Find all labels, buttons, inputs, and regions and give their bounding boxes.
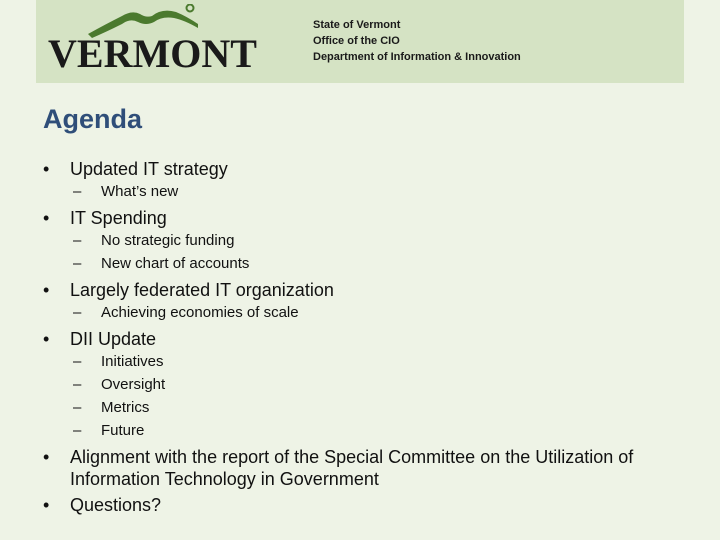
dash-icon: – — [73, 255, 82, 272]
sub-item-text: Future — [101, 422, 145, 439]
dash-icon: – — [73, 376, 82, 393]
dash-icon: – — [73, 422, 82, 439]
agenda-item — [43, 494, 683, 516]
sub-item-text: Oversight — [101, 376, 166, 393]
agenda-item — [43, 279, 683, 324]
sub-item-text: What’s new — [101, 183, 179, 200]
agenda-item-text: Largely federated IT organization — [70, 280, 334, 300]
agenda-item — [43, 158, 683, 203]
sub-list — [70, 180, 683, 203]
header-band — [36, 0, 684, 83]
org-line-cio: Office of the CIO — [313, 35, 400, 47]
agenda-item-text: Alignment with the report of the Special Committee on the Utilization of Information Technology in Government — [70, 447, 634, 489]
agenda-item — [43, 446, 683, 490]
dash-icon: – — [73, 399, 82, 416]
sub-item — [70, 396, 683, 419]
org-line-department: Department of Information & Innovation — [313, 51, 521, 63]
agenda-item-text: Updated IT strategy — [70, 159, 228, 179]
sub-item-text: Achieving economies of scale — [101, 304, 299, 321]
bullet-icon: • — [43, 280, 50, 300]
sub-list — [70, 301, 683, 324]
bullet-icon: • — [43, 329, 50, 349]
sub-item — [70, 229, 683, 252]
dash-icon: – — [73, 304, 82, 321]
bullet-icon: • — [43, 208, 50, 228]
dash-icon: – — [73, 232, 82, 249]
sub-item-text: New chart of accounts — [101, 255, 250, 272]
sub-list — [70, 350, 683, 442]
agenda-list — [43, 154, 683, 516]
dash-icon: – — [73, 353, 82, 370]
org-line-state: State of Vermont — [313, 19, 401, 31]
sub-item-text: Metrics — [101, 399, 150, 416]
sub-item — [70, 301, 683, 324]
sub-item-text: Initiatives — [101, 353, 164, 370]
dash-icon: – — [73, 183, 82, 200]
sub-item — [70, 419, 683, 442]
bullet-icon: • — [43, 447, 50, 467]
sub-item-text: No strategic funding — [101, 232, 235, 249]
agenda-item — [43, 328, 683, 442]
logo-wordmark: VERMONT — [48, 31, 257, 76]
slide-title: Agenda — [43, 104, 143, 134]
sub-item — [70, 180, 683, 203]
sub-item — [70, 373, 683, 396]
sub-item — [70, 252, 683, 275]
agenda-item-text: DII Update — [70, 329, 157, 349]
sub-item — [70, 350, 683, 373]
sub-list — [70, 229, 683, 275]
vermont-logo — [48, 4, 257, 76]
agenda-item-text: Questions? — [70, 495, 162, 515]
bullet-icon: • — [43, 495, 50, 515]
org-info — [313, 17, 521, 65]
bullet-icon: • — [43, 159, 50, 179]
agenda-item — [43, 207, 683, 275]
agenda-item-text: IT Spending — [70, 208, 167, 228]
